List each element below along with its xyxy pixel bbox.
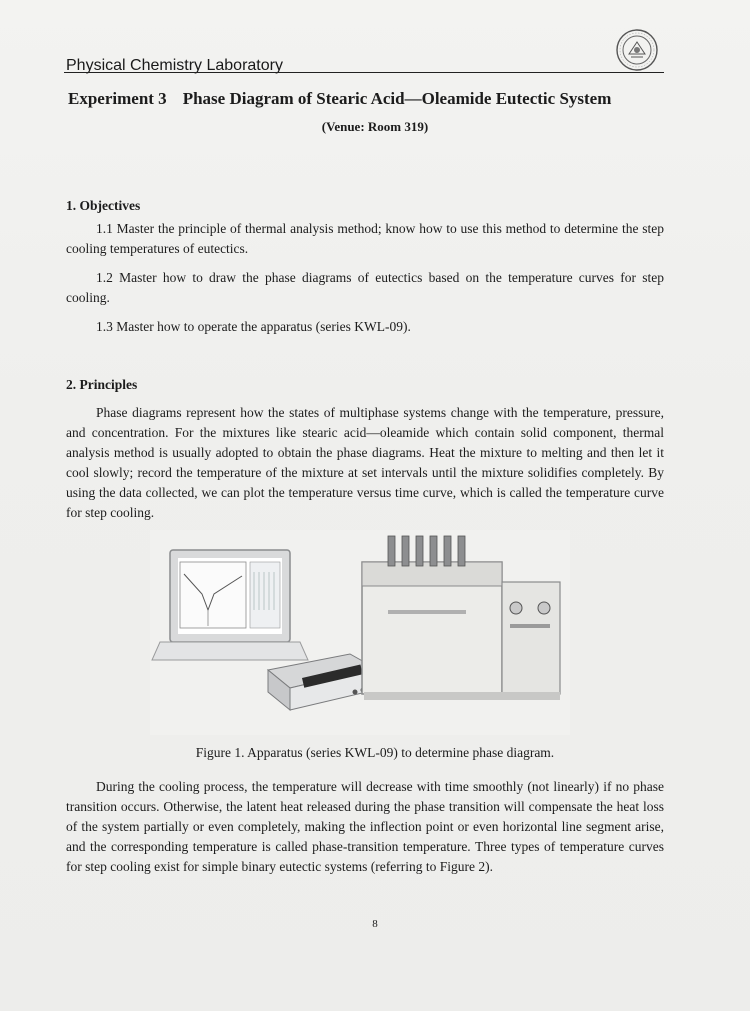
- venue-line: (Venue: Room 319): [321, 119, 429, 134]
- experiment-title: [68, 89, 688, 109]
- objectives-heading: 1. Objectives: [66, 198, 141, 213]
- header-rule: [64, 72, 664, 73]
- principles-paragraph-1: Phase diagrams represent how the states of multiphase systems change with the temperature, pressure, and concentration. For the mixtures like stearic acid—oleamide which contain solid component, thermal analysis method is usually adopted to obtain the phase diagrams. Heat the mixture to melting and then let it cool slowly; record the temperature of the mixture at set intervals until the mixture solidifies completely. By using the data collected, we can plot the temperature versus time curve, which is called the temperature curve for step cooling.: [66, 405, 664, 520]
- page-number: 8: [372, 918, 378, 930]
- objective-item-2: 1.2 Master how to draw the phase diagrams of eutectics based on the temperature curves for step cooling.: [66, 270, 664, 305]
- lab-header-title: Physical Chemistry Laboratory: [66, 57, 283, 74]
- apparatus-photo: [150, 530, 570, 735]
- experiment-number: Experiment 3: [68, 89, 167, 108]
- figure-1-caption: Figure 1. Apparatus (series KWL-09) to determine phase diagram.: [195, 745, 555, 760]
- laptop-icon: [152, 550, 308, 660]
- university-seal-icon: [615, 28, 659, 72]
- principles-heading: 2. Principles: [66, 377, 138, 392]
- principles-paragraph-2: During the cooling process, the temperature will decrease with time smoothly (not linearly) if no phase transition occurs. Otherwise, the latent heat released during the phase transition will compensate the heat loss of the system partially or even completely, making the inflection point or even horizontal line segment arise, and the corresponding temperature is called phase-transition temperature. Three types of temperature curves for step cooling exist for simple binary eutectic systems (referring to Figure 2).: [66, 779, 664, 874]
- objective-item-3: 1.3 Master how to operate the apparatus (series KWL-09).: [96, 319, 411, 334]
- experiment-name: Phase Diagram of Stearic Acid—Oleamide Eutectic System: [182, 89, 612, 108]
- objective-item-1: 1.1 Master the principle of thermal analysis method; know how to use this method to determine the step cooling temperatures of eutectics.: [66, 221, 664, 256]
